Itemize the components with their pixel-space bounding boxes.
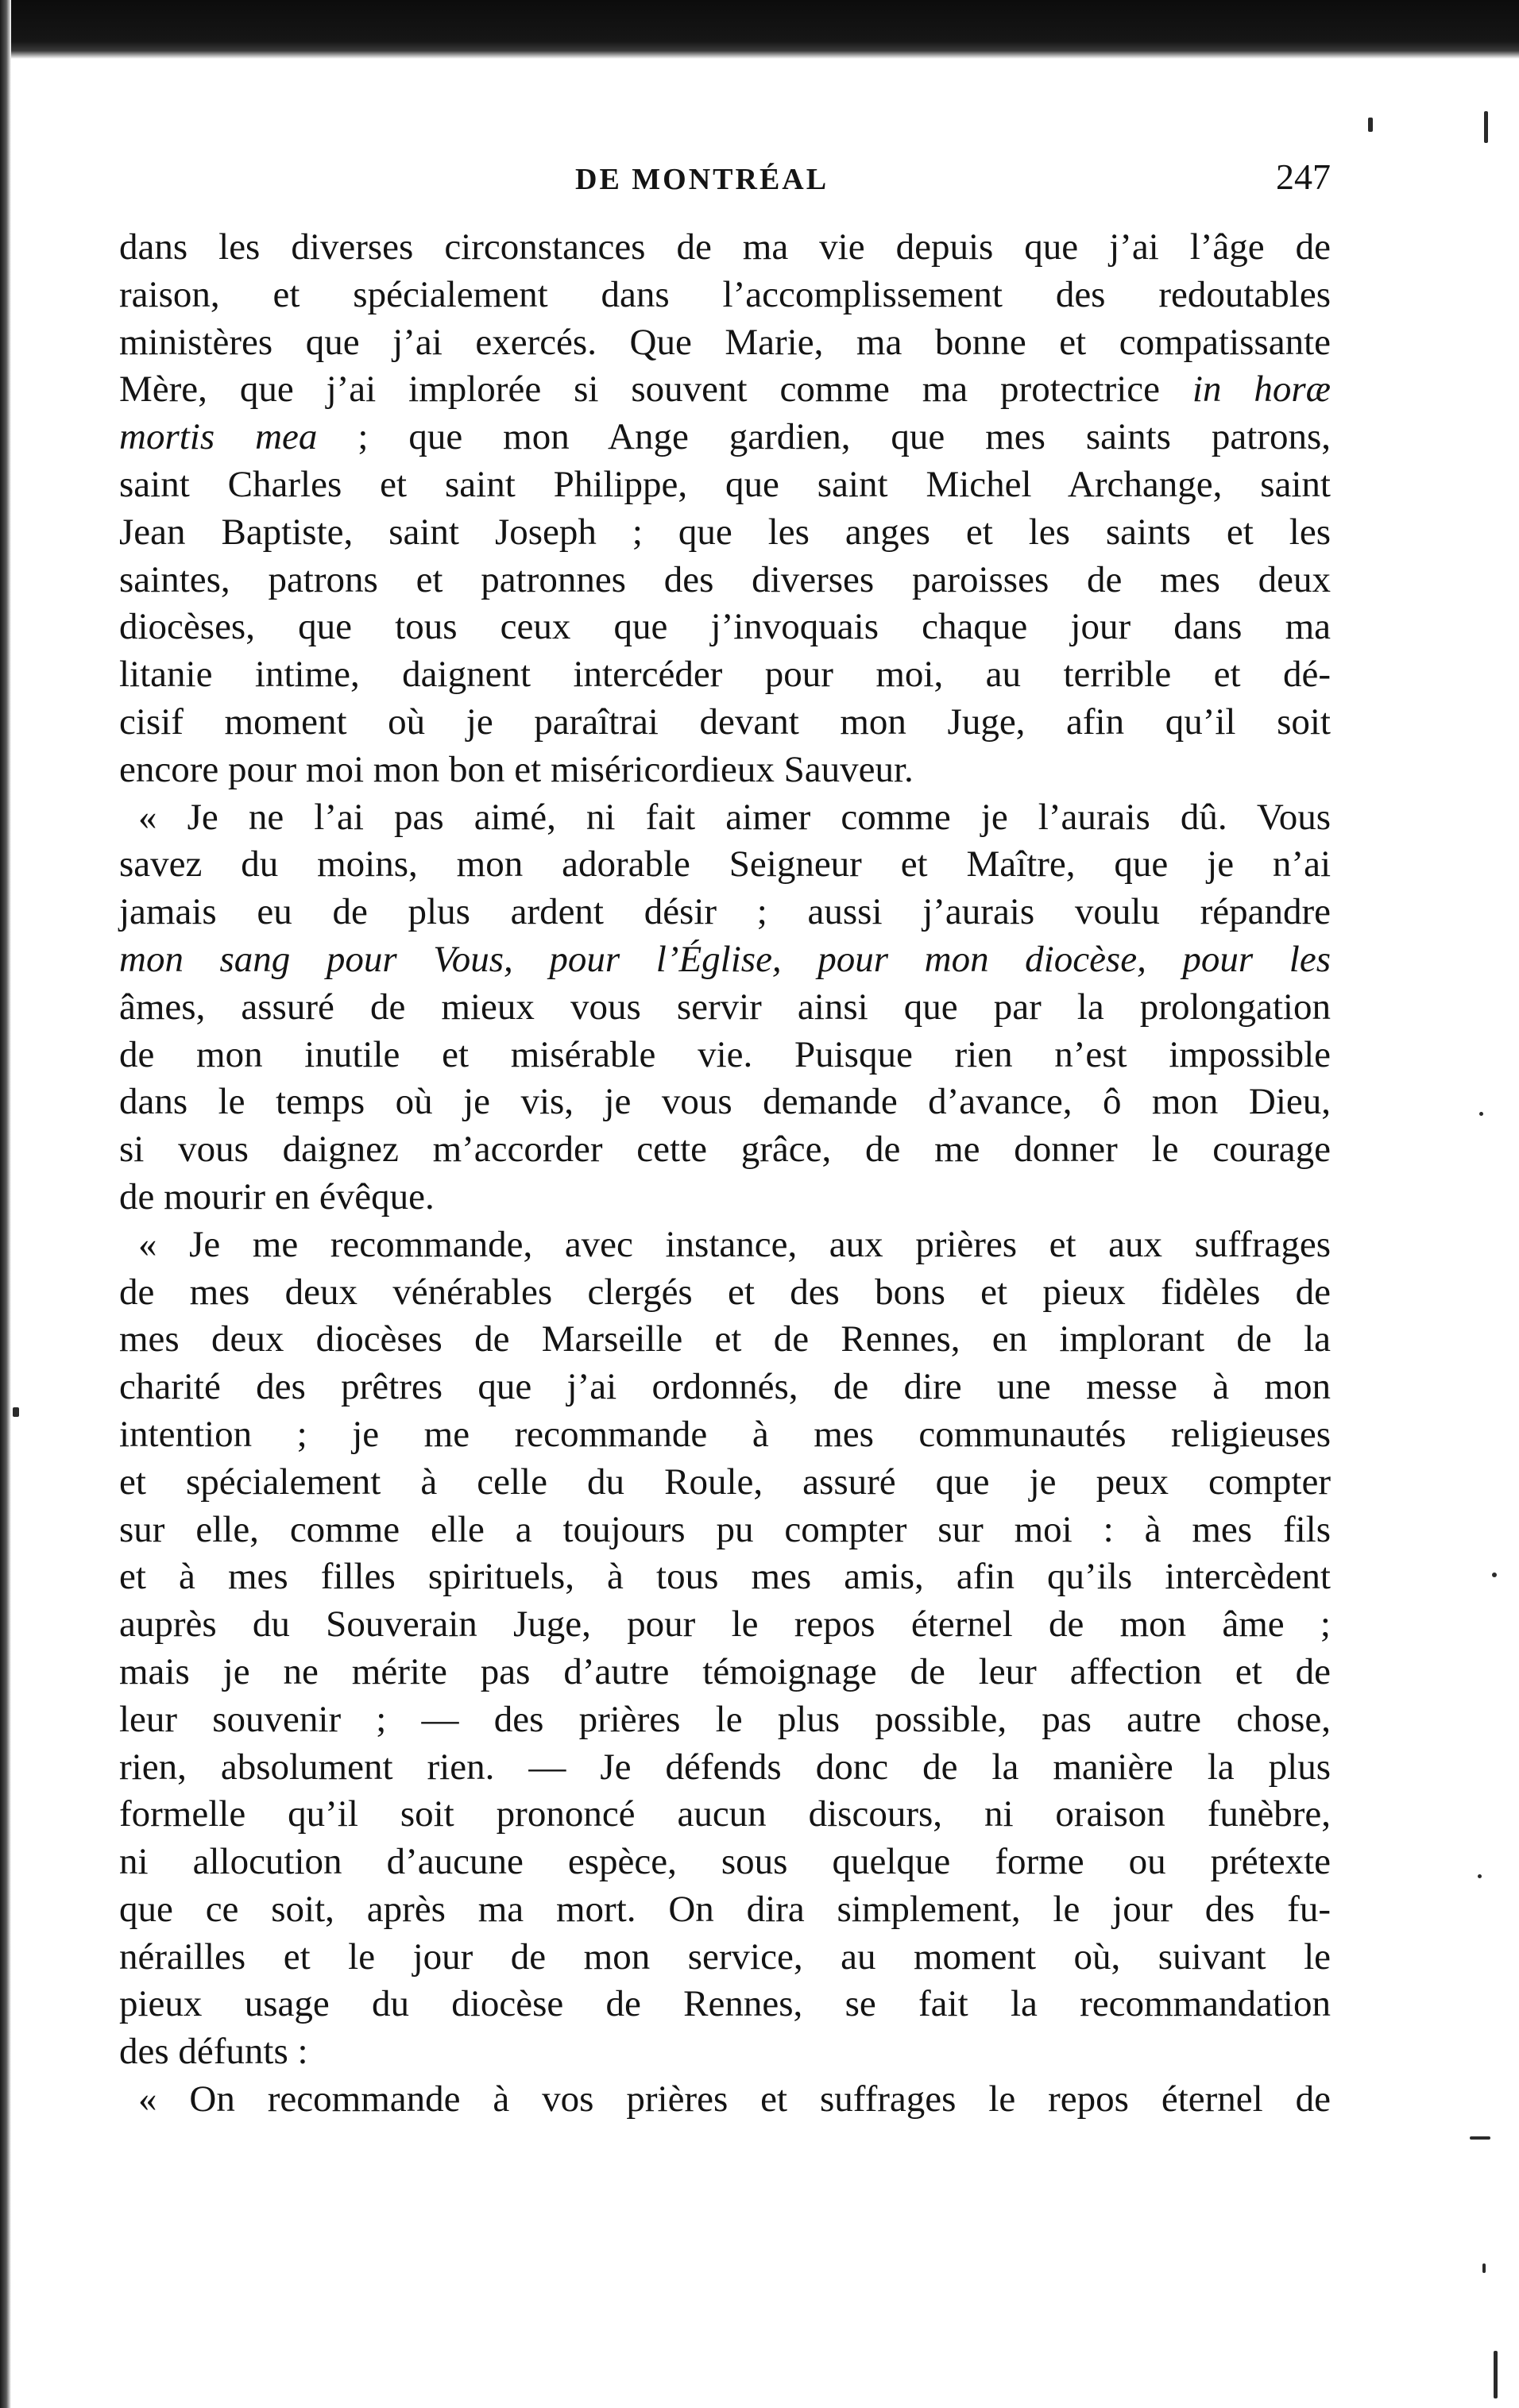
paragraph [119, 1221, 1331, 2076]
text-segment: âmes, assuré de mieux vous servir ainsi que par la prolongation [119, 986, 1331, 1028]
text-line [119, 2076, 1331, 2124]
text-segment: litanie intime, daignent intercéder pour moi, au terrible et dé- [119, 654, 1331, 696]
text-line [119, 1649, 1331, 1696]
scan-speck [1484, 111, 1488, 143]
text-line [119, 936, 1331, 984]
scan-speck [1492, 1573, 1497, 1577]
text-line [119, 1032, 1331, 1079]
italic-text: mon sang pour Vous, pour l’Église, pour mon diocèse, pour les [119, 938, 1331, 980]
text-segment: de mourir en évêque. [119, 1175, 435, 1218]
text-line [119, 224, 1331, 272]
italic-text: in horæ [1192, 369, 1331, 411]
scan-speck [1479, 1112, 1483, 1116]
text-line [119, 1126, 1331, 1174]
paragraph [119, 794, 1331, 1221]
text-segment: saintes, patrons et patronnes des diverses paroisses de mes deux [119, 558, 1331, 600]
text-line [119, 984, 1331, 1032]
text-segment: encore pour moi mon bon et miséricordieux Sauveur. [119, 748, 914, 790]
text-line [119, 651, 1331, 699]
text-segment: intention ; je me recommande à mes communautés religieuses [119, 1413, 1331, 1455]
text-segment: jamais eu de plus ardent désir ; aussi j’aurais voulu répandre [119, 891, 1331, 933]
running-head: DE MONTRÉAL [575, 163, 829, 196]
body-text [119, 224, 1331, 2124]
text-line [119, 1981, 1331, 2028]
text-segment: ; que mon Ange gardien, que mes saints patrons, [317, 416, 1331, 458]
text-line [119, 1696, 1331, 1744]
text-segment: auprès du Souverain Juge, pour le repos éternel de mon âme ; [119, 1603, 1331, 1646]
scan-left-edge [0, 0, 11, 2408]
text-segment: « On recommande à vos prières et suffrages le repos éternel de [138, 2078, 1331, 2121]
text-line [119, 1459, 1331, 1507]
text-line [119, 1507, 1331, 1554]
text-line [119, 841, 1331, 889]
text-segment: des défunts : [119, 2031, 308, 2073]
text-line [119, 1079, 1331, 1126]
italic-text: mortis mea [119, 416, 318, 458]
text-line [119, 1221, 1331, 1269]
scan-speck [13, 1407, 19, 1417]
text-line [119, 699, 1331, 747]
text-segment: formelle qu’il soit prononcé aucun discours, ni oraison funèbre, [119, 1793, 1331, 1835]
scan-speck [1470, 2136, 1490, 2140]
text-segment: mes deux diocèses de Marseille et de Rennes, en implorant de la [119, 1318, 1331, 1360]
text-segment: Jean Baptiste, saint Joseph ; que les anges et les saints et les [119, 511, 1331, 553]
text-line [119, 1269, 1331, 1317]
text-line [119, 319, 1331, 367]
text-line [119, 509, 1331, 557]
text-segment: et spécialement à celle du Roule, assuré que je peux compter [119, 1461, 1331, 1503]
scan-speck [1368, 118, 1373, 132]
text-segment: saint Charles et saint Philippe, que saint Michel Archange, saint [119, 463, 1331, 505]
text-segment: cisif moment où je paraîtrai devant mon Juge, afin qu’il soit [119, 700, 1331, 743]
text-line [119, 1744, 1331, 1792]
text-segment: si vous daignez m’accorder cette grâce, de me donner le courage [119, 1129, 1331, 1171]
text-line [119, 747, 1331, 794]
text-line [119, 1601, 1331, 1649]
text-segment: « Je me recommande, avec instance, aux prières et aux suffrages [138, 1223, 1331, 1265]
text-segment: pieux usage du diocèse de Rennes, se fait la recommandation [119, 1983, 1331, 2025]
text-line [119, 1791, 1331, 1839]
text-segment: savez du moins, mon adorable Seigneur et Maître, que je n’ai [119, 843, 1331, 886]
text-line [119, 461, 1331, 509]
text-line [119, 1934, 1331, 1982]
text-segment: de mes deux vénérables clergés et des bons et pieux fidèles de [119, 1271, 1331, 1313]
text-line [119, 889, 1331, 936]
text-segment: et à mes filles spirituels, à tous mes amis, afin qu’ils intercèdent [119, 1556, 1331, 1598]
text-segment: mais je ne mérite pas d’autre témoignage de leur affection et de [119, 1650, 1331, 1692]
text-line [119, 1411, 1331, 1459]
text-line [119, 794, 1331, 842]
text-segment: nérailles et le jour de mon service, au moment où, suivant le [119, 1935, 1331, 1978]
text-segment: « Je ne l’ai pas aimé, ni fait aimer comme je l’aurais dû. Vous [138, 796, 1331, 838]
text-segment: raison, et spécialement dans l’accomplissement des redoutables [119, 273, 1331, 315]
text-line [119, 414, 1331, 461]
text-line [119, 1886, 1331, 1934]
text-segment: que ce soit, après ma mort. On dira simplement, le jour des fu- [119, 1888, 1331, 1930]
page-header [119, 156, 1331, 200]
text-line [119, 1553, 1331, 1601]
text-line [119, 1364, 1331, 1411]
text-line [119, 1316, 1331, 1364]
text-segment: ni allocution d’aucune espèce, sous quelque forme ou prétexte [119, 1841, 1331, 1883]
paragraph [119, 224, 1331, 794]
text-line [119, 272, 1331, 319]
scan-speck [1494, 2351, 1498, 2398]
text-segment: ministères que j’ai exercés. Que Marie, ma bonne et compatissante [119, 321, 1331, 363]
text-segment: Mère, que j’ai implorée si souvent comme ma protectrice [119, 369, 1192, 411]
text-segment: leur souvenir ; — des prières le plus possible, pas autre chose, [119, 1698, 1331, 1740]
text-line [119, 366, 1331, 414]
paragraph [119, 2076, 1331, 2124]
text-segment: dans les diverses circonstances de ma vie depuis que j’ai l’âge de [119, 226, 1331, 268]
scan-speck [1482, 2263, 1486, 2273]
scan-top-border [0, 0, 1519, 59]
scan-speck [1478, 1874, 1482, 1878]
text-segment: sur elle, comme elle a toujours pu compter sur moi : à mes fils [119, 1508, 1331, 1550]
text-segment: rien, absolument rien. — Je défends donc de la manière la plus [119, 1746, 1331, 1788]
text-line [119, 1174, 1331, 1221]
text-segment: de mon inutile et misérable vie. Puisque rien n’est impossible [119, 1033, 1331, 1075]
page-number: 247 [1276, 156, 1331, 197]
text-line [119, 2028, 1331, 2076]
text-segment: charité des prêtres que j’ai ordonnés, de dire une messe à mon [119, 1366, 1331, 1408]
text-line [119, 557, 1331, 604]
text-segment: dans le temps où je vis, je vous demande d’avance, ô mon Dieu, [119, 1081, 1331, 1123]
text-line [119, 1839, 1331, 1886]
text-line [119, 604, 1331, 651]
text-segment: diocèses, que tous ceux que j’invoquais chaque jour dans ma [119, 606, 1331, 648]
